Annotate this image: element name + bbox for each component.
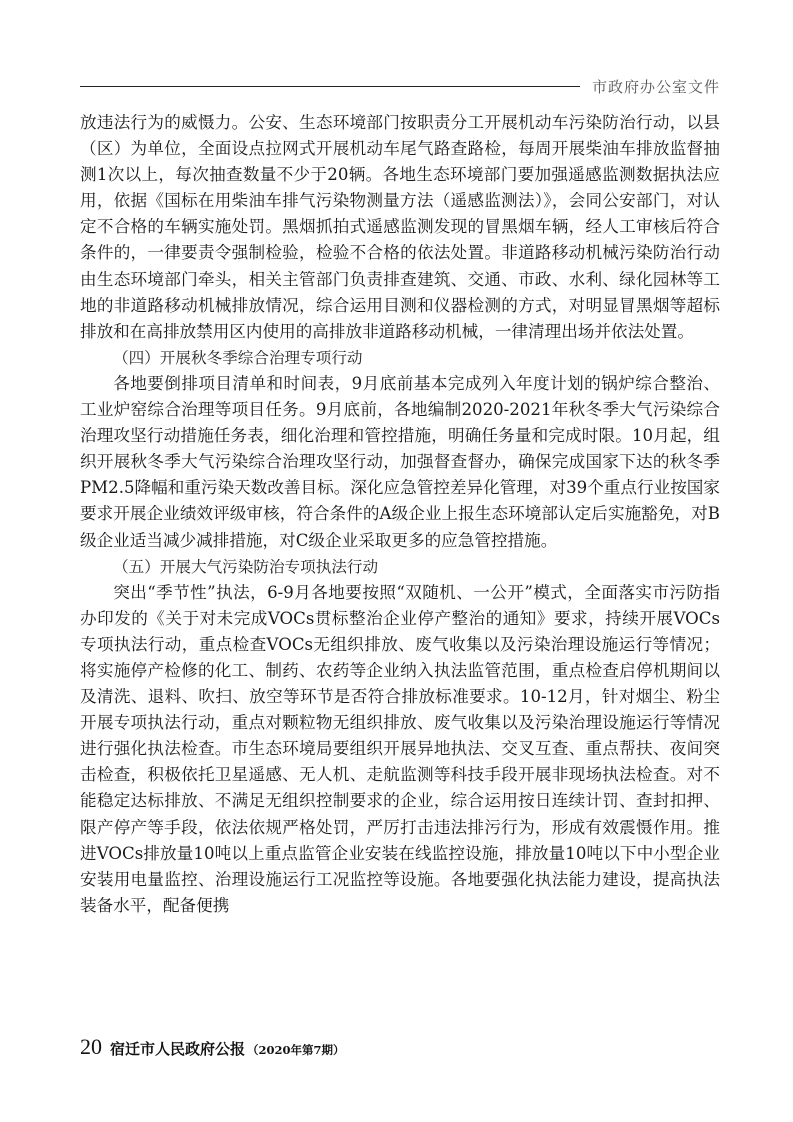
page-number: 20	[80, 1034, 102, 1059]
section-heading: （五）开展大气污染防治专项执法行动	[113, 557, 379, 576]
footer-issue: （2020年第7期）	[247, 1043, 345, 1057]
page-footer	[80, 1034, 345, 1060]
footer-journal-name: 宿迁市人民政府公报	[110, 1040, 246, 1058]
body-paragraph: 突出“季节性”执法，6-9月各地要按照“双随机、一公开”模式，全面落实市污防指办印发的《关于对未完成VOCs贯标整治企业停产整治的通知》要求，持续开展VOCs专项执法行动，重点检查VOCs无组织排放、废气收集以及污染治理设施运行等情况；将实施停产检修的化工、制药、农药等企业纳入执法监管范围，重点检查启停机期间以及清洗、退料、吹扫、放空等环节是否符合排放标准要求。10-12月，针对烟尘、粉尘开展专项执法行动，重点对颗粒物无组织排放、废气收集以及污染治理设施运行等情况进行强化执法检查。市生态环境局要组织开展异地执法、交叉互查、重点帮扶、夜间突击检查，积极依托卫星遥感、无人机、走航监测等科技手段开展非现场执法检查。对不能稳定达标排放、不满足无组织控制要求的企业，综合运用按日连续计罚、查封扣押、限产停产等手段，依法依规严格处罚，严厉打击违法排污行为，形成有效震慑作用。推进VOCs排放量10吨以上重点监管企业安装在线监控设施，排放量10吨以下中小型企业安装用电量监控、治理设施运行工况监控等设施。各地要强化执法能力建设，提高执法装备水平，配备便携	[80, 582, 720, 915]
body-paragraph: 放违法行为的威慑力。公安、生态环境部门按职责分工开展机动车污染防治行动，以县（区）为单位，全面设点拉网式开展机动车尾气路查路检，每周开展柴油车排放监督抽测1次以上，每次抽查数量不少于20辆。各地生态环境部门要加强遥感监测数据执法应用，依据《国标在用柴油车排气污染物测量方法（遥感监测法）》，会同公安部门，对认定不合格的车辆实施处罚。黑烟抓拍式遥感监测发现的冒黑烟车辆，经人工审核后符合条件的，一律要责令强制检验，检验不合格的依法处置。非道路移动机械污染防治行动由生态环境部门牵头，相关主管部门负责排查建筑、交通、市政、水利、绿化园林等工地的非道路移动机械排放情况，综合运用目测和仪器检测的方式，对明显冒黑烟等超标排放和在高排放禁用区内使用的高排放非道路移动机械，一律清理出场并依法处置。	[80, 113, 720, 341]
section-heading: （四）开展秋冬季综合治理专项行动	[113, 348, 363, 367]
header-title: 市政府办公室文件	[592, 78, 721, 96]
document-body	[80, 110, 720, 919]
header-rule	[80, 86, 580, 87]
body-paragraph: 各地要倒排项目清单和时间表，9月底前基本完成列入年度计划的锅炉综合整治、工业炉窑综合治理等项目任务。9月底前，各地编制2020-2021年秋冬季大气污染综合治理攻坚行动措施任务表，细化治理和管控措施，明确任务量和完成时限。10月起，组织开展秋冬季大气污染综合治理攻坚行动，加强督查督办，确保完成国家下达的秋冬季PM2.5降幅和重污染天数改善目标。深化应急管控差异化管理，对39个重点行业按国家要求开展企业绩效评级审核，符合条件的A级企业上报生态环境部认定后实施豁免，对B级企业适当减少减排措施，对C级企业采取更多的应急管控措施。	[80, 373, 720, 550]
